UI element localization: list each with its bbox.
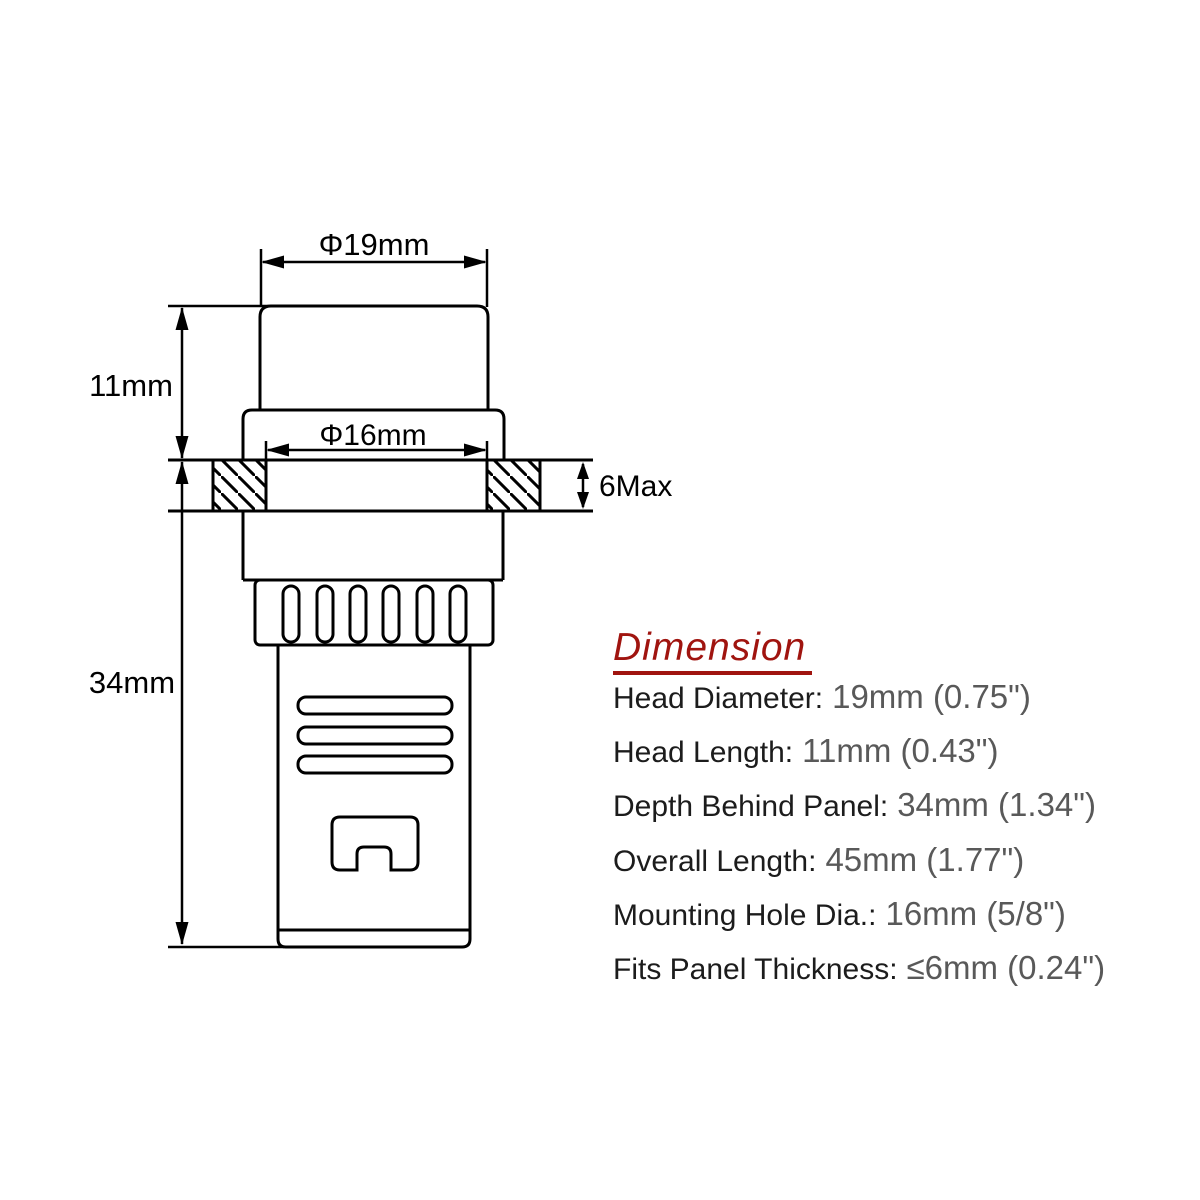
spec-value: ≤6mm (0.24")	[906, 949, 1106, 987]
spec-row-mounting-hole-dia	[613, 890, 1105, 944]
arrow-down-icon	[577, 492, 589, 509]
spec-value: 34mm (1.34")	[897, 786, 1096, 824]
spec-row-head-length	[613, 727, 1105, 781]
label-hole-diameter: Φ16mm	[319, 419, 427, 452]
arrow-up-icon	[176, 307, 189, 330]
rib-slot-1	[283, 586, 299, 642]
arrow-up-icon	[577, 462, 589, 479]
vent-bar-2	[298, 727, 452, 744]
arrow-up-icon	[176, 461, 189, 484]
spec-row-fits-panel-thickness	[613, 944, 1105, 998]
label-head-length: 11mm	[89, 368, 173, 403]
label-depth-behind-panel: 34mm	[88, 665, 176, 700]
label-head-diameter: Φ19mm	[318, 227, 430, 262]
spec-row-overall-length	[613, 836, 1105, 890]
spec-row-head-diameter	[613, 673, 1105, 727]
arrow-down-icon	[176, 922, 189, 945]
dim-depth-behind-panel	[168, 461, 284, 947]
arrow-left-icon	[261, 256, 284, 269]
spec-value: 11mm (0.43")	[802, 732, 999, 770]
spec-value: 16mm (5/8")	[885, 894, 1066, 932]
panel-hatch-left	[213, 460, 266, 511]
rib-slot-2	[317, 586, 333, 642]
spec-label: Depth Behind Panel:	[613, 790, 889, 824]
spec-label: Head Diameter:	[613, 682, 824, 715]
arrow-right-icon	[464, 256, 487, 269]
dim-panel-thickness	[577, 462, 589, 509]
spec-list	[613, 673, 1105, 998]
panel-hatch-right	[487, 460, 540, 511]
arrow-down-icon	[176, 436, 189, 459]
label-panel-thickness: 6Max	[599, 470, 673, 503]
spec-title: Dimension	[613, 626, 812, 675]
rib-slot-6	[450, 586, 466, 642]
spec-label: Fits Panel Thickness:	[613, 953, 898, 987]
rib-slot-3	[350, 586, 366, 642]
spec-label: Mounting Hole Dia.:	[613, 898, 877, 932]
rib-slot-4	[383, 586, 399, 642]
vent-bar-1	[298, 697, 452, 714]
spec-value: 19mm (0.75")	[832, 678, 1031, 715]
vent-bar-3	[298, 756, 452, 773]
spec-value: 45mm (1.77")	[825, 840, 1025, 878]
spec-label: Overall Length:	[613, 844, 817, 878]
head-outline	[260, 306, 488, 410]
spec-label: Head Length:	[613, 736, 794, 770]
rib-slot-5	[417, 586, 433, 642]
spec-row-depth-behind-panel	[613, 781, 1105, 835]
body-outline	[278, 645, 470, 947]
